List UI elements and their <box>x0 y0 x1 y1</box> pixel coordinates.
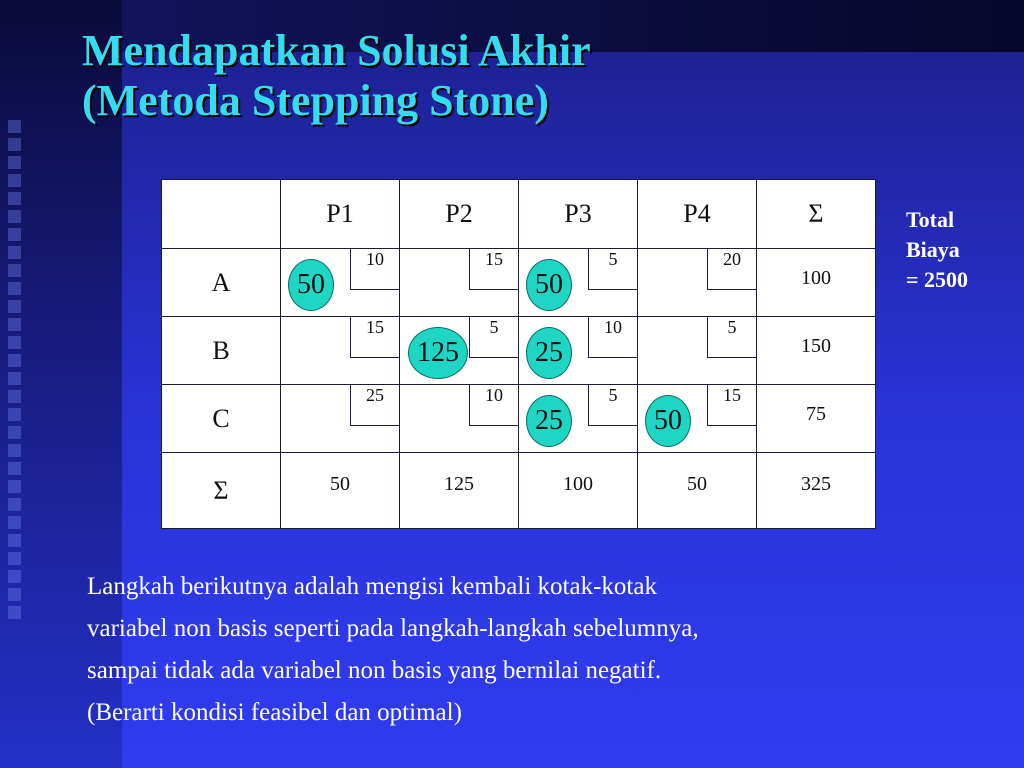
allocation-bubble: 50 <box>645 395 691 447</box>
demand-p1 <box>281 453 400 529</box>
allocation-bubble: 50 <box>288 259 334 311</box>
demand-value: 50 <box>330 473 350 495</box>
table-header-row <box>162 180 876 249</box>
allocation-bubble: 50 <box>526 259 572 311</box>
cell-c-p2 <box>400 385 519 453</box>
cost-box: 15 <box>707 385 756 426</box>
row-label-c: C <box>162 385 281 453</box>
row-label-a: A <box>162 249 281 317</box>
allocation-bubble: 125 <box>408 327 468 379</box>
header-corner <box>162 180 281 249</box>
cost-box: 10 <box>350 249 399 290</box>
demand-value: 50 <box>687 473 707 495</box>
total-cost-label <box>906 205 968 295</box>
allocation-bubble: 25 <box>526 327 572 379</box>
demand-value: 125 <box>444 473 474 495</box>
body-line-2: variabel non basis seperti pada langkah-langkah sebelumnya, <box>87 615 699 642</box>
total-cost-line-2: Biaya <box>906 237 960 262</box>
supply-value: 100 <box>801 267 831 289</box>
cell-a-p2 <box>400 249 519 317</box>
totals-row <box>162 453 876 529</box>
slide-title <box>82 26 591 126</box>
body-line-4: (Berarti kondisi feasibel dan optimal) <box>87 699 462 726</box>
cell-b-p1 <box>281 317 400 385</box>
allocation-bubble: 25 <box>526 395 572 447</box>
header-p1: P1 <box>281 180 400 249</box>
cell-c-p3 <box>519 385 638 453</box>
cost-box: 5 <box>469 317 518 358</box>
cell-b-p2 <box>400 317 519 385</box>
body-paragraph <box>87 566 987 734</box>
demand-p2 <box>400 453 519 529</box>
total-cost-line-1: Total <box>906 207 955 232</box>
header-p3: P3 <box>519 180 638 249</box>
cell-a-p1 <box>281 249 400 317</box>
supply-value: 150 <box>801 335 831 357</box>
supply-c <box>757 385 876 453</box>
cost-box: 15 <box>350 317 399 358</box>
row-label-b: B <box>162 317 281 385</box>
cost-box: 5 <box>588 249 637 290</box>
supply-value: 75 <box>806 403 826 425</box>
cost-box: 5 <box>588 385 637 426</box>
demand-p3 <box>519 453 638 529</box>
demand-p4 <box>638 453 757 529</box>
cost-box: 5 <box>707 317 756 358</box>
header-p2: P2 <box>400 180 519 249</box>
grand-total <box>757 453 876 529</box>
cell-a-p4 <box>638 249 757 317</box>
cell-c-p4 <box>638 385 757 453</box>
title-line-2: (Metoda Stepping Stone) <box>82 76 549 125</box>
cost-box: 15 <box>469 249 518 290</box>
header-p4: P4 <box>638 180 757 249</box>
cell-a-p3 <box>519 249 638 317</box>
cost-box: 20 <box>707 249 756 290</box>
cost-box: 10 <box>588 317 637 358</box>
cost-box: 10 <box>469 385 518 426</box>
title-line-1: Mendapatkan Solusi Akhir <box>82 26 591 75</box>
demand-value: 100 <box>563 473 593 495</box>
cell-b-p3 <box>519 317 638 385</box>
table-row <box>162 317 876 385</box>
grand-total-value: 325 <box>801 473 831 495</box>
table-row <box>162 249 876 317</box>
row-label-sigma: Σ <box>162 453 281 529</box>
cell-c-p1 <box>281 385 400 453</box>
supply-a <box>757 249 876 317</box>
cell-b-p4 <box>638 317 757 385</box>
body-line-3: sampai tidak ada variabel non basis yang bernilai negatif. <box>87 657 662 684</box>
cost-box: 25 <box>350 385 399 426</box>
supply-b <box>757 317 876 385</box>
header-sigma: Σ <box>757 180 876 249</box>
body-line-1: Langkah berikutnya adalah mengisi kembali kotak-kotak <box>87 573 657 600</box>
total-cost-line-3: = 2500 <box>906 267 969 292</box>
table-row <box>162 385 876 453</box>
decor-squares <box>8 120 48 624</box>
transportation-table <box>161 179 876 529</box>
